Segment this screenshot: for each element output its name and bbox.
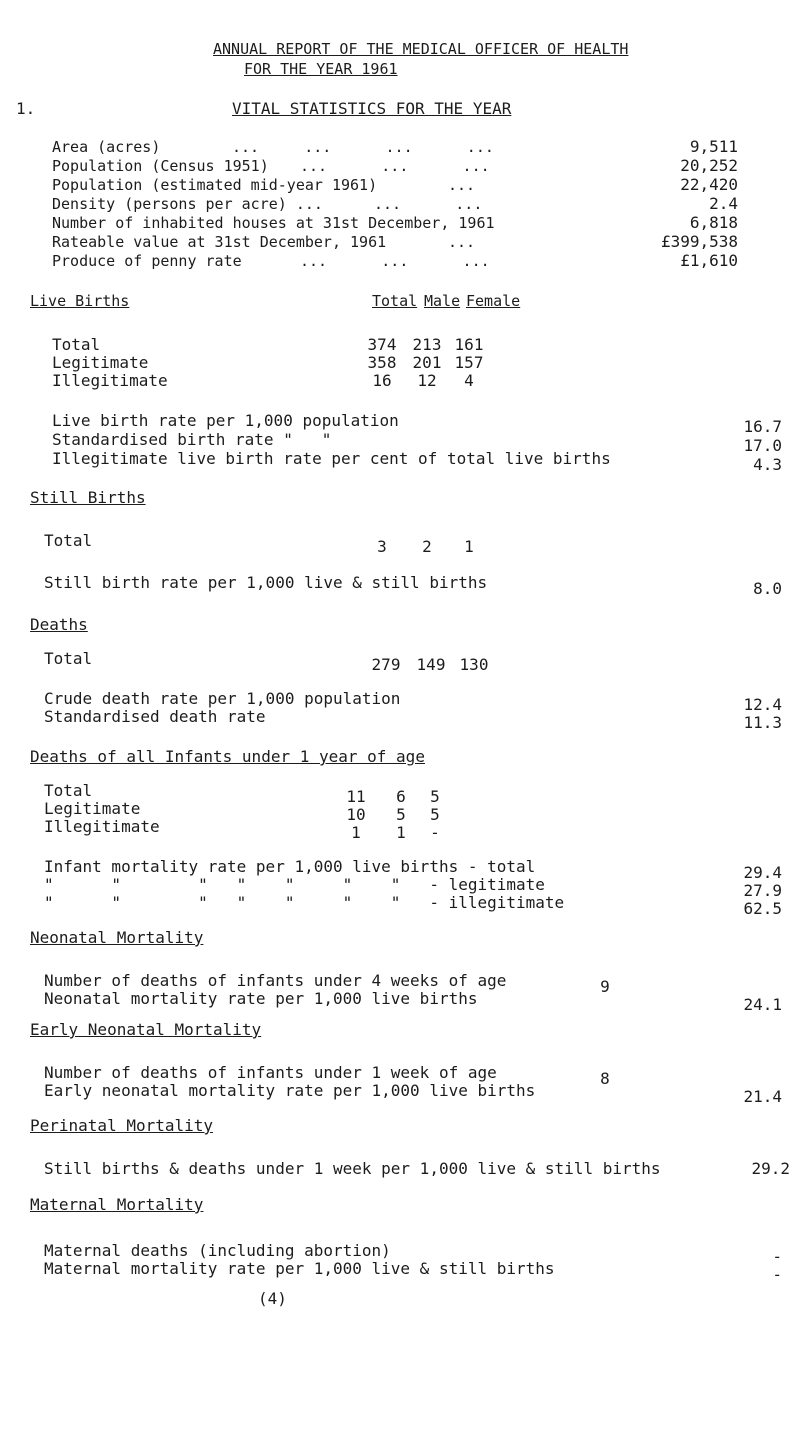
general-value: 2.4 [709, 194, 738, 213]
row-label: Legitimate [44, 799, 141, 818]
rate-label: " " " " " " " - illegitimate [44, 893, 565, 912]
rate-label: Standardised death rate [44, 707, 266, 726]
section-number: 1. [16, 99, 36, 118]
cell-female: 157 [454, 353, 484, 372]
column-header-total: Total [372, 292, 418, 310]
general-value: 6,818 [689, 213, 738, 232]
still-births-heading: Still Births [30, 488, 146, 507]
general-label: Rateable value at 31st December, 1961 [52, 233, 387, 251]
general-value: £399,538 [660, 232, 738, 251]
page-number: (4) [258, 1289, 287, 1308]
rate-label: Neonatal mortality rate per 1,000 live births [44, 989, 478, 1008]
general-value: 20,252 [680, 156, 738, 175]
live-births-heading: Live Births [30, 292, 130, 310]
section-title: VITAL STATISTICS FOR THE YEAR [232, 99, 512, 118]
general-value: 9,511 [689, 137, 738, 156]
rate-label: Still births & deaths under 1 week per 1,000 live & still births [44, 1159, 661, 1178]
cell-female: 130 [459, 655, 489, 674]
leader-dots: ... ... [374, 195, 483, 213]
count-value: 9 [600, 977, 610, 996]
infant-deaths-heading: Deaths of all Infants under 1 year of age [30, 747, 425, 766]
rate-label: Early neonatal mortality rate per 1,000 live births [44, 1081, 536, 1100]
cell-male: 6 [396, 787, 406, 806]
rate-label: Infant mortality rate per 1,000 live births - total [44, 857, 536, 876]
cell-male: 1 [396, 823, 406, 842]
general-label: Density (persons per acre) ... [52, 195, 323, 213]
leader-dots: ... [448, 176, 476, 194]
rate-value: 4.3 [753, 455, 782, 474]
rate-value: 62.5 [743, 899, 782, 918]
leader-dots: ... ... ... ... [232, 138, 494, 156]
general-value: 22,420 [680, 175, 738, 194]
rate-value: 27.9 [743, 881, 782, 900]
rate-label: Illegitimate live birth rate per cent of total live births [52, 449, 611, 468]
maternal-value: - [772, 1265, 782, 1284]
leader-dots: ... ... ... [300, 157, 490, 175]
row-label: Total [44, 781, 93, 800]
rate-value: 29.2 [751, 1159, 790, 1178]
count-label: Number of deaths of infants under 4 weeks of age [44, 971, 507, 990]
general-label: Population (estimated mid-year 1961) [52, 176, 378, 194]
column-header-male: Male [424, 292, 461, 310]
cell-total: 279 [371, 655, 401, 674]
cell-female: 4 [464, 371, 474, 390]
cell-total: 10 [346, 805, 366, 824]
cell-male: 149 [416, 655, 446, 674]
row-label: Legitimate [52, 353, 149, 372]
cell-female: - [430, 823, 440, 842]
cell-total: 11 [346, 787, 366, 806]
rate-label: " " " " " " " - legitimate [44, 875, 545, 894]
rate-label: Still birth rate per 1,000 live & still births [44, 573, 488, 592]
cell-total: 358 [367, 353, 397, 372]
cell-male: 5 [396, 805, 406, 824]
row-label: Illegitimate [52, 371, 168, 390]
leader-dots: ... ... ... [300, 252, 490, 270]
rate-label: Crude death rate per 1,000 population [44, 689, 401, 708]
cell-male: 201 [412, 353, 442, 372]
cell-total: 374 [367, 335, 397, 354]
count-label: Number of deaths of infants under 1 week of age [44, 1063, 497, 1082]
cell-male: 2 [422, 537, 432, 556]
rate-value: 12.4 [743, 695, 782, 714]
cell-total: 1 [351, 823, 361, 842]
cell-male: 213 [412, 335, 442, 354]
count-value: 8 [600, 1069, 610, 1088]
cell-female: 5 [430, 787, 440, 806]
rate-value: 16.7 [743, 417, 782, 436]
rate-value: 21.4 [743, 1087, 782, 1106]
cell-total: 16 [372, 371, 392, 390]
row-label: Total [44, 531, 93, 550]
report-title: ANNUAL REPORT OF THE MEDICAL OFFICER OF HEALTH [213, 40, 629, 58]
rate-label: Standardised birth rate " " [52, 430, 332, 449]
maternal-heading: Maternal Mortality [30, 1195, 204, 1214]
row-label: Total [52, 335, 101, 354]
early-neonatal-heading: Early Neonatal Mortality [30, 1020, 262, 1039]
report-year: FOR THE YEAR 1961 [244, 60, 398, 78]
leader-dots: ... [448, 233, 476, 251]
row-label: Total [44, 649, 93, 668]
cell-male: 12 [417, 371, 437, 390]
general-label: Population (Census 1951) [52, 157, 269, 175]
rate-value: 11.3 [743, 713, 782, 732]
maternal-label: Maternal mortality rate per 1,000 live & still births [44, 1259, 555, 1278]
cell-total: 3 [377, 537, 387, 556]
maternal-label: Maternal deaths (including abortion) [44, 1241, 391, 1260]
general-value: £1,610 [680, 251, 738, 270]
neonatal-heading: Neonatal Mortality [30, 928, 204, 947]
deaths-heading: Deaths [30, 615, 88, 634]
row-label: Illegitimate [44, 817, 160, 836]
general-label: Number of inhabited houses at 31st December, 1961 [52, 214, 495, 232]
rate-value: 24.1 [743, 995, 782, 1014]
rate-value: 8.0 [753, 579, 782, 598]
maternal-value: - [772, 1247, 782, 1266]
column-header-female: Female [466, 292, 521, 310]
rate-label: Live birth rate per 1,000 population [52, 411, 399, 430]
general-label: Produce of penny rate [52, 252, 242, 270]
rate-value: 17.0 [743, 436, 782, 455]
perinatal-heading: Perinatal Mortality [30, 1116, 214, 1135]
cell-female: 161 [454, 335, 484, 354]
rate-value: 29.4 [743, 863, 782, 882]
general-label: Area (acres) [52, 138, 161, 156]
cell-female: 5 [430, 805, 440, 824]
cell-female: 1 [464, 537, 474, 556]
